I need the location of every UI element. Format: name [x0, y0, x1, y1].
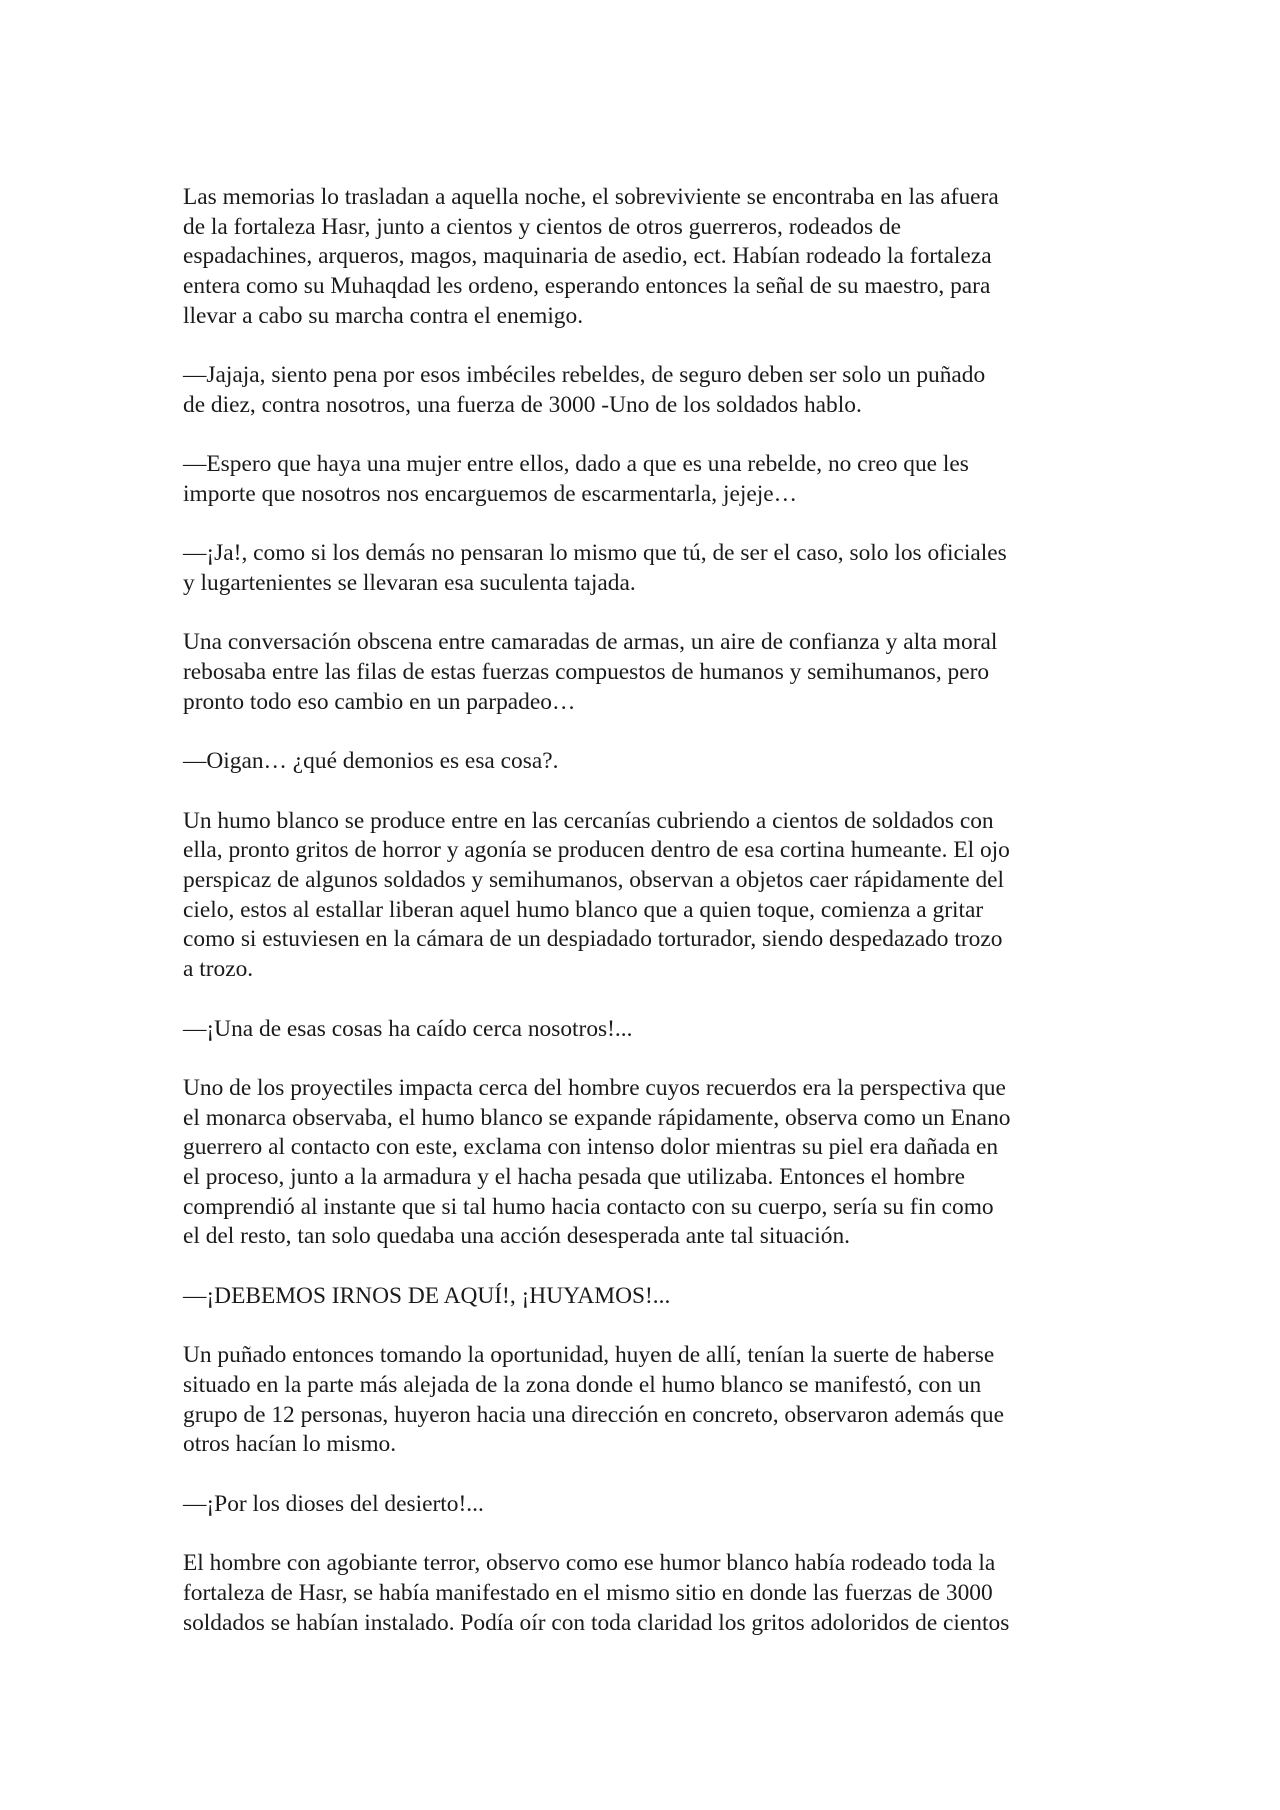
text-line: grupo de 12 personas, huyeron hacia una dirección en concreto, observaron además que	[183, 1401, 1004, 1428]
text-line: —¡Una de esas cosas ha caído cerca nosotros!...	[183, 1015, 633, 1042]
text-line: espadachines, arqueros, magos, maquinaria de asedio, ect. Habían rodeado la fortaleza	[183, 243, 992, 270]
text-line: guerrero al contacto con este, exclama con intenso dolor mientras su piel era dañada en	[183, 1134, 999, 1161]
text-line: El hombre con agobiante terror, observo como ese humor blanco había rodeado toda la	[183, 1550, 996, 1577]
text-line: perspicaz de algunos soldados y semihumanos, observan a objetos caer rápidamente del	[183, 867, 1005, 894]
text-line: otros hacían lo mismo.	[183, 1431, 397, 1458]
text-line: Un puñado entonces tomando la oportunidad, huyen de allí, tenían la suerte de haberse	[183, 1342, 995, 1369]
dialogue-paragraph	[183, 361, 1103, 420]
text-line: el monarca observaba, el humo blanco se expande rápidamente, observa como un Enano	[183, 1104, 1011, 1131]
dialogue-paragraph	[183, 1015, 1103, 1045]
text-line: como si estuviesen en la cámara de un despiadado torturador, siendo despedazado trozo	[183, 926, 1003, 953]
dialogue-paragraph	[183, 1282, 1103, 1312]
text-line: Una conversación obscena entre camaradas de armas, un aire de confianza y alta moral	[183, 629, 998, 656]
paragraph	[183, 807, 1103, 985]
text-line: comprendió al instante que si tal humo hacia contacto con su cuerpo, sería su fin como	[183, 1193, 994, 1220]
paragraph	[183, 628, 1103, 717]
text-line: —¡Por los dioses del desierto!...	[183, 1490, 484, 1517]
text-line: importe que nosotros nos encarguemos de escarmentarla, jejeje…	[183, 481, 798, 507]
text-line: el proceso, junto a la armadura y el hacha pesada que utilizaba. Entonces el hombre	[183, 1164, 965, 1191]
text-line: —Espero que haya una mujer entre ellos, dado a que es una rebelde, no creo que les	[183, 451, 969, 478]
text-line: entera como su Muhaqdad les ordeno, esperando entonces la señal de su maestro, para	[183, 273, 991, 300]
text-line: —¡DEBEMOS IRNOS DE AQUÍ!, ¡HUYAMOS!...	[183, 1282, 671, 1309]
paragraph	[183, 183, 1103, 332]
text-line: Un humo blanco se produce entre en las cercanías cubriendo a cientos de soldados con	[183, 807, 994, 834]
paragraph	[183, 1549, 1103, 1638]
text-line: ella, pronto gritos de horror y agonía se producen dentro de esa cortina humeante. El ojo	[183, 837, 1010, 864]
text-line: de la fortaleza Hasr, junto a cientos y cientos de otros guerreros, rodeados de	[183, 213, 902, 240]
text-line: Uno de los proyectiles impacta cerca del hombre cuyos recuerdos era la perspectiva que	[183, 1074, 1006, 1101]
text-line: —Jajaja, siento pena por esos imbéciles rebeldes, de seguro deben ser solo un puñado	[183, 362, 986, 389]
text-line: cielo, estos al estallar liberan aquel humo blanco que a quien toque, comienza a gritar	[183, 896, 984, 923]
dialogue-paragraph	[183, 747, 1103, 777]
text-line: —Oigan… ¿qué demonios es esa cosa?.	[183, 748, 559, 775]
text-line: Las memorias lo trasladan a aquella noche, el sobreviviente se encontraba en las afuera	[183, 184, 999, 210]
dialogue-paragraph	[183, 450, 1103, 509]
paragraph	[183, 1074, 1103, 1252]
text-line: pronto todo eso cambio en un parpadeo…	[183, 688, 576, 715]
text-line: el del resto, tan solo quedaba una acción desesperada ante tal situación.	[183, 1223, 851, 1250]
dialogue-paragraph	[183, 1490, 1103, 1520]
text-line: fortaleza de Hasr, se había manifestado en el mismo sitio en donde las fuerzas de 3000	[183, 1579, 993, 1606]
text-line: rebosaba entre las filas de estas fuerzas compuestos de humanos y semihumanos, pero	[183, 659, 990, 686]
text-line: a trozo.	[183, 956, 254, 983]
dialogue-paragraph	[183, 539, 1103, 598]
text-line: soldados se habían instalado. Podía oír con toda claridad los gritos adoloridos de cientos	[183, 1609, 1010, 1636]
text-line: llevar a cabo su marcha contra el enemigo.	[183, 302, 584, 329]
text-line: de diez, contra nosotros, una fuerza de 3000 -Uno de los soldados hablo.	[183, 391, 862, 418]
text-line: situado en la parte más alejada de la zona donde el humo blanco se manifestó, con un	[183, 1371, 982, 1398]
paragraph	[183, 1341, 1103, 1460]
document-page	[183, 183, 1103, 1668]
text-line: y lugartenientes se llevaran esa suculenta tajada.	[183, 570, 636, 597]
text-line: —¡Ja!, como si los demás no pensaran lo mismo que tú, de ser el caso, solo los oficiales	[183, 540, 1007, 567]
